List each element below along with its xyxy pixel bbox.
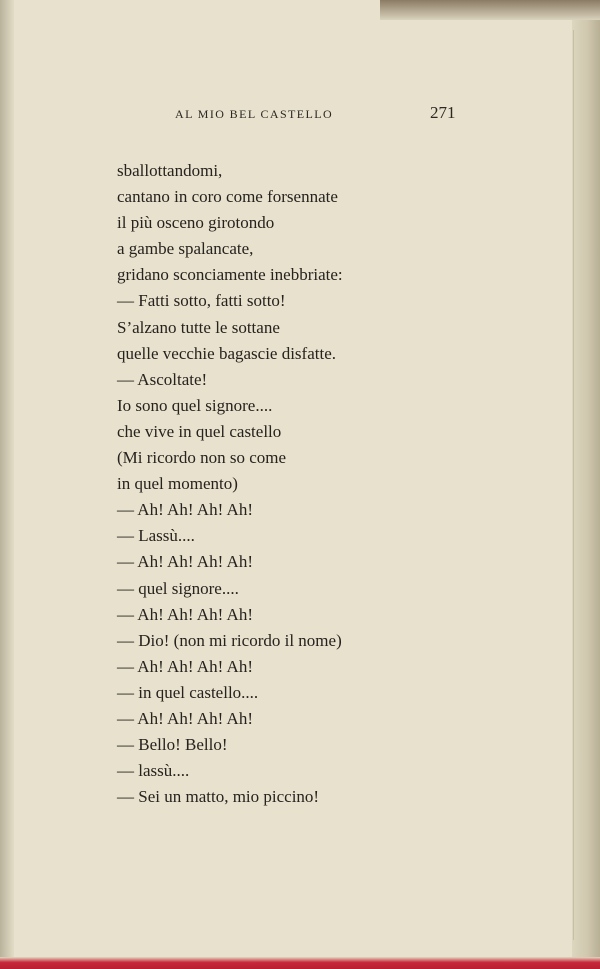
poem-line: che vive in quel castello [117, 421, 282, 441]
page-header [0, 103, 600, 129]
poem-line: — Ah! Ah! Ah! Ah! [117, 500, 253, 520]
poem-line: (Mi ricordo non so come [117, 448, 287, 468]
poem-line: a gambe spalancate, [117, 239, 254, 259]
poem-line: — quel signore.... [117, 578, 239, 598]
page-edges [572, 20, 600, 960]
book-spine-shadow [380, 0, 600, 20]
poem-line: — Dio! (non mi ricordo il nome) [117, 630, 342, 650]
poem-line: gridano sconciamente inebbriate: [117, 265, 343, 285]
poem-line: — Ah! Ah! Ah! Ah! [117, 552, 253, 572]
poem-line: — Ah! Ah! Ah! Ah! [117, 604, 253, 624]
poem-line: sballottandomi, [117, 161, 223, 180]
poem-line: — Ascoltate! [117, 369, 208, 389]
poem-line: S’alzano tutte le sottane [117, 317, 280, 337]
poem-line: quelle vecchie bagascie disfatte. [117, 343, 336, 363]
page-number: 271 [430, 103, 456, 122]
poem-line: — Sei un matto, mio piccino! [117, 787, 320, 807]
poem-line: — Fatti sotto, fatti sotto! [117, 291, 286, 311]
running-title: AL MIO BEL CASTELLO [175, 107, 334, 121]
poem-line: — Lassù.... [117, 526, 195, 546]
poem-text [117, 158, 537, 810]
red-page-edge [0, 957, 600, 969]
poem-line: — Ah! Ah! Ah! Ah! [117, 708, 253, 728]
poem-line: il più osceno girotondo [117, 213, 275, 233]
poem-line: — Bello! Bello! [117, 735, 228, 755]
poem-line: — lassù.... [117, 761, 190, 781]
poem-line: cantano in coro come forsennate [117, 187, 338, 207]
poem-line: — in quel castello.... [117, 682, 259, 702]
poem-line: in quel momento) [117, 474, 238, 494]
page-edge-line [573, 30, 574, 940]
poem-line: Io sono quel signore.... [117, 395, 273, 415]
poem-line: — Ah! Ah! Ah! Ah! [117, 656, 253, 676]
left-gutter [0, 0, 14, 969]
